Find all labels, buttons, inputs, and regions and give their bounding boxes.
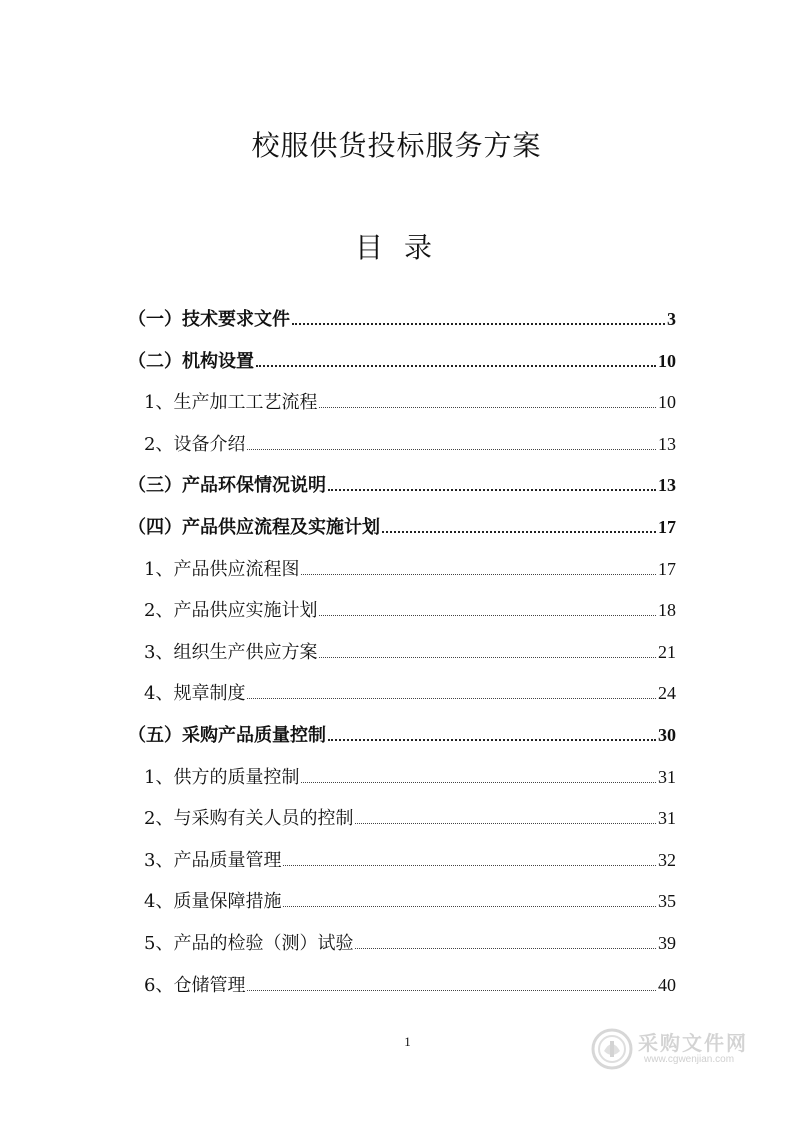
watermark-url: www.cgwenjian.com: [644, 1054, 735, 1065]
toc-entry-page: 17: [658, 516, 676, 537]
toc-entry[interactable]: [128, 804, 676, 846]
toc-entry-page: 31: [658, 808, 676, 829]
table-of-contents: [128, 305, 676, 1012]
toc-entry-page: 40: [658, 974, 676, 995]
toc-entry-label: （二）机构设置: [128, 350, 254, 372]
toc-leader-dots: [247, 697, 656, 699]
cgwenjian-logo-icon: [590, 1027, 634, 1071]
toc-entry[interactable]: [128, 971, 676, 1013]
toc-entry-page: 10: [658, 350, 676, 371]
toc-entry-page: 39: [658, 932, 676, 953]
toc-entry[interactable]: [128, 721, 676, 763]
toc-leader-dots: [328, 738, 656, 741]
toc-entry-page: 32: [658, 849, 676, 870]
toc-entry-page: 17: [658, 558, 676, 579]
toc-entry-label: 4、规章制度: [144, 683, 246, 705]
toc-entry[interactable]: [128, 929, 676, 971]
toc-entry-label: 1、生产加工工艺流程: [144, 392, 318, 414]
toc-leader-dots: [328, 488, 656, 491]
toc-entry[interactable]: [128, 388, 676, 430]
toc-entry[interactable]: [128, 513, 676, 555]
toc-leader-dots: [256, 364, 656, 367]
toc-leader-dots: [283, 905, 656, 907]
watermark: [590, 1022, 770, 1076]
toc-entry-label: 6、仓储管理: [144, 974, 246, 996]
toc-leader-dots: [301, 781, 656, 783]
toc-leader-dots: [292, 322, 665, 325]
toc-entry-label: 3、产品质量管理: [144, 849, 282, 871]
toc-entry[interactable]: [128, 555, 676, 597]
toc-entry-page: 13: [658, 433, 676, 454]
toc-entry-page: 13: [658, 475, 676, 496]
toc-entry-page: 31: [658, 766, 676, 787]
toc-leader-dots: [319, 656, 656, 658]
toc-leader-dots: [247, 989, 656, 991]
toc-entry[interactable]: [128, 887, 676, 929]
toc-leader-dots: [247, 448, 656, 450]
toc-entry[interactable]: [128, 763, 676, 805]
toc-entry[interactable]: [128, 846, 676, 888]
toc-entry[interactable]: [128, 638, 676, 680]
toc-entry[interactable]: [128, 305, 676, 347]
toc-leader-dots: [355, 947, 656, 949]
toc-leader-dots: [319, 614, 656, 616]
toc-entry-page: 3: [667, 309, 676, 329]
toc-leader-dots: [382, 530, 656, 533]
toc-entry-page: 21: [658, 641, 676, 662]
toc-entry-page: 24: [658, 683, 676, 704]
toc-entry[interactable]: [128, 596, 676, 638]
toc-entry-label: 1、产品供应流程图: [144, 558, 300, 580]
watermark-name: 采购文件网: [638, 1031, 748, 1055]
toc-entry-label: 3、组织生产供应方案: [144, 641, 318, 663]
toc-entry-page: 30: [658, 724, 676, 745]
toc-leader-dots: [319, 406, 656, 408]
toc-heading: 目 录: [355, 231, 438, 264]
toc-entry-label: 2、产品供应实施计划: [144, 600, 318, 622]
toc-entry[interactable]: [128, 679, 676, 721]
toc-entry-label: 1、供方的质量控制: [144, 766, 300, 788]
toc-entry-label: 2、与采购有关人员的控制: [144, 808, 354, 830]
toc-entry-label: （四）产品供应流程及实施计划: [128, 516, 380, 538]
page-number: 1: [404, 1034, 411, 1049]
toc-leader-dots: [301, 573, 656, 575]
toc-leader-dots: [355, 822, 656, 824]
toc-entry[interactable]: [128, 471, 676, 513]
toc-entry-page: 10: [658, 392, 676, 413]
toc-entry-label: （三）产品环保情况说明: [128, 475, 326, 497]
document-title: 校服供货投标服务方案: [251, 129, 542, 162]
toc-entry[interactable]: [128, 430, 676, 472]
toc-entry-label: 4、质量保障措施: [144, 891, 282, 913]
toc-entry-label: （五）采购产品质量控制: [128, 724, 326, 746]
toc-entry-page: 18: [658, 600, 676, 621]
toc-entry-label: 5、产品的检验（测）试验: [144, 932, 354, 954]
toc-entry-page: 35: [658, 891, 676, 912]
toc-entry-label: 2、设备介绍: [144, 433, 246, 455]
toc-leader-dots: [283, 864, 656, 866]
toc-entry-label: （一）技术要求文件: [128, 309, 290, 330]
toc-entry[interactable]: [128, 347, 676, 389]
